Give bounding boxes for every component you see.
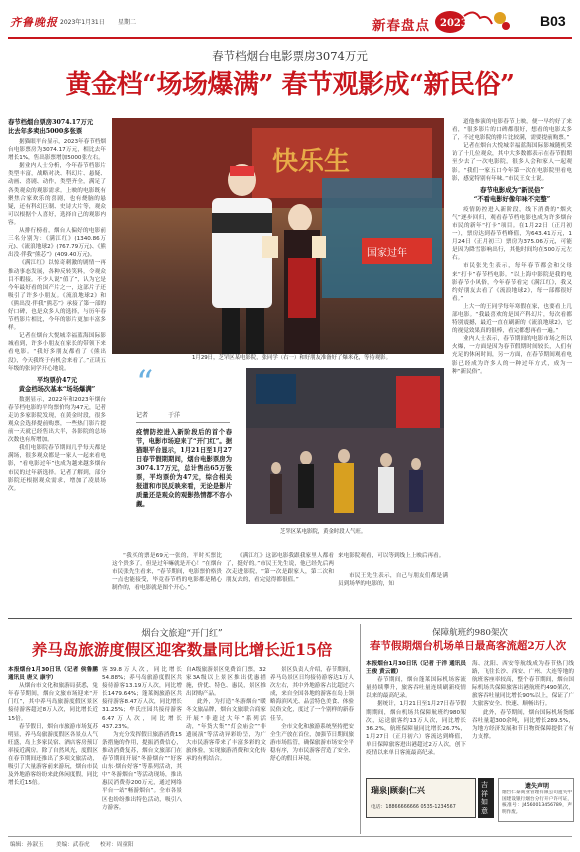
tourism-paragraph: 景区负责人介绍，春节期间，养马岛景区日均接待游客达1万人次左右，其中外地游客占比超过六成，来自全国各地的游客在岛上领略海滨风光、品尝特色美食、体验民俗文化，度过了一个别样的新春佳节。 <box>270 667 354 722</box>
subhead-avg-price: 平均票价47元 <box>36 376 78 384</box>
lead-paragraph: 记者在烟台大悦城幸福蓝海国际影城随机采访了十几位观众，其中大多数都表示在春节假期至少去了一次电影院，很多人会和家人一起观影。“我们一家五口今年第一次在电影院里看电影，感觉特别有年味。”市民王女士说。 <box>452 143 572 182</box>
reporter-label: 记者 <box>136 412 149 419</box>
tourism-article <box>8 624 356 834</box>
tourism-paragraph: 全市文化和旅游系统坚持把安全生产放在首位，加强节日期间旅游市场监管，确保旅游市场安全平稳有序，为市民游客营造了安全、舒心的假日环境。 <box>270 723 354 763</box>
airport-paragraph: 海、沈阳、西安等航线成为春节热门线路，飞往长沙、西安、广州、大连等地的航班客座率较高，整个春节期间，烟台国际机场共保障旅客出港航班约490架次，旅客吞吐量同比增长90%以上，保证了广大旅客安全、快速、顺畅出行。 <box>472 661 574 708</box>
tourism-byline: 本报烟台1月30日讯（记者 侯鲁鹏 通讯员 唐义 康宇） <box>8 667 98 682</box>
tourism-paragraph: 客39.8万人次，同比增长54.88%；养马岛旅游度假区共接待游客13.19万人次，同比增长1479.64%；蓬莱阁旅游区共接待游客8.47万人次，同比增长31.25%；牟氏庄园共接待游客6.47万人次，同比增长437.23%。 <box>102 667 182 730</box>
airport-paragraph: 春节期间，烟台蓬莱国际机场客流量持续攀升，旅客吞吐量连续刷新疫情以来的最高纪录。 <box>366 677 466 700</box>
airport-article <box>366 624 574 774</box>
lead-paragraph: “我买的票是69元一张的，平时买票比这个贵多了，但是过年嘛就是开心！”在烟台市民张先生看来，“春节期间，电影票价格贵一点也能接受，毕竟春节档的电影都是精心制作的，看电影就是图个开心。” <box>112 553 222 592</box>
footer-design: 美编：武春虎 <box>56 842 90 848</box>
lead-bottom-strip <box>112 552 448 614</box>
footer-rule <box>8 836 572 837</box>
lead-paragraph: 疫情防控进入新阶段，线下消费的“烟火气”逐步回归，观看春节档电影也成为许多烟台市民的新年“打卡”项目。在1月22日（正月初一），票房达到春节档峰值，为643.41万元，1月24日（正月初三）票房为375.06万元，可能是因为降雪影响出行，其他时间均在500万元左右。 <box>452 206 572 262</box>
tourism-col-1 <box>8 666 98 832</box>
lead-paragraph: 上大一的王同学每年寒假在家，也要看上几部电影。“我最喜欢的是国产科幻片，每次看都特别震撼，最近一直在刷新的《流浪地球2》，它的视觉效果真的很棒，看完都想再看一遍。” <box>452 303 572 335</box>
lead-paragraph: 据猫眼平台显示，2023年春节档烟台电影票房为3074.17万元，相比去年增长1%，售出影票增加5000张左右。 <box>8 139 106 162</box>
lead-paragraph: 业内人士表示，春节期间的电影市场之所以火爆，一方面是因为春节假期时间较长，人们有充足的休闲时间，另一方面，在春节期间观看电影已经成为许多人的一种过年方式，成为一种“新民俗”。 <box>452 336 572 375</box>
airport-kicker: 保障航班约980架次 <box>432 628 508 638</box>
main-photo <box>112 118 444 362</box>
airport-col-1 <box>366 660 466 772</box>
tourism-kicker: 烟台文旅迎“开门红” <box>141 629 223 639</box>
lead-paragraph: 道他参演的电影春节上映，便一早约好了来看，“很多影片的口碑都很好，想看的电影太多了，不过电影院的排片比较满，需要提前购票。” <box>452 119 572 142</box>
svg-text:国家过年: 国家过年 <box>367 248 407 259</box>
pullquote-text: 疫情防控进入新阶段后的首个春节，电影市场迎来了“开门红”。据猫眼平台显示，1月21日至1月27日春节假期期间，烟台电影票房为3074.17万元，总计售出65万张票，平均票价为47元，综合相关报道和市民反映来看，无论是影片质量还是观众的观影热情都不容小觑。 <box>136 429 232 508</box>
lead-paragraph: 市民张先生表示，每年春节都会和父母来“打卡”春节档电影。“以上海中影院是我的电影春节小风俗，今年春节看完《满江红》，我又约好朋友去看了《流浪地球2》，每一部都很好看。” <box>452 263 572 302</box>
footer-proof: 校对：周童阳 <box>100 842 134 848</box>
badge-year-text: 2023 <box>440 18 468 29</box>
ad-phone: 电话：18866666666 0535-1234567 <box>371 805 456 810</box>
lead-paragraph: 我们电影院春节期间几乎每天都是满场，很多观众都是一家人一起来看电影，“看电影过年”也成为越来越多烟台市民的过年新选择。记者了解到，部分影院还根据观众需求，增加了凌晨场次。 <box>8 445 106 492</box>
advertisement <box>366 778 476 818</box>
airport-paragraph: 此外，春节期间，烟台国际机场货邮吞吐量超300余吨，同比增长289.5%，为地方经济发展和节日物资保障提供了有力支撑。 <box>472 709 574 740</box>
ad-side-text: 吉祥如意 <box>481 781 488 815</box>
subhead-full-house: 黄金档场次基本“场场爆满” <box>18 385 96 393</box>
lost-notice <box>498 778 574 822</box>
tourism-paragraph: 此外，为打造“冬游烟台”暖冬文旅品牌，烟台文旅联合商家开展“非遗过大年”系列活动，“年货大集”“灯会庙会”“非遗展演”等活动异彩纷呈，为广大市民游客带来了丰富多彩的文旅体验，实现旅游消费和文化传承的有机结合。 <box>186 699 266 763</box>
second-photo <box>246 368 444 524</box>
cinema-crowd-image <box>246 368 444 524</box>
cinema-lobby-image <box>112 118 444 362</box>
lead-paragraph: 据业内人士分析，今年春节档影片类型丰富，战略对决、科幻片、悬疑、动画、喜剧、动作，类型齐全，满足了各类观众的观影需求。上映的电影既有聚焦合家欢乐的喜剧，也有烧脑的悬疑，还有科幻巨制、史诗大片等，观众可以根据个人喜好，选择自己的观影内容。 <box>8 163 106 226</box>
pullquote-divider <box>136 422 230 423</box>
issue-date: 2023年1月31日 <box>60 19 105 26</box>
column-rule <box>360 624 361 834</box>
lead-column-left <box>8 118 106 548</box>
notice-body: 烟台仁泰商业管理有限公司遗失中国建设银行烟台分行开户许可证，核准号：J4560013456789，声明作废。 <box>502 790 572 815</box>
lead-headline: 黄金档“场场爆满” 春节观影成“新民俗” <box>65 70 515 100</box>
airport-byline: 本报烟台1月30日讯（记者 于洋 通讯员 王俊 黄云霞） <box>366 661 466 676</box>
subhead-new-custom: 春节电影成为“新民俗” <box>480 186 544 194</box>
rabbit-year-emblem-icon <box>432 6 514 36</box>
lead-paragraph: 从排行榜看，烟台人偏好的电影前三名分别为：《满江红》(1340.86万元)、《流浪地球2》(767.79万元)、《熊出没·伴我“熊芯”》(409.40万元)。 <box>8 228 106 259</box>
masthead-rule <box>8 37 572 39</box>
tourism-headline: 养马岛旅游度假区迎客数量同比增长近15倍 <box>31 640 333 659</box>
lead-paragraph: 《满江红》以惊奇刺激的剧情一再推动事态发展，各种反转笑料，令观众目不暇接。不少人说“值了”，认为它是今年最好看的国产片之一，这部片子还吸引了许多小朋友。《流浪地球2》和《熊出没·伴我“熊芯”》承接了第一部的好口碑，也是众多人的选择，与历年春节档影片相比，今年的影片更加丰富多样。 <box>8 260 106 332</box>
masthead <box>0 0 580 40</box>
issue-weekday: 星期二 <box>118 19 137 26</box>
second-photo-caption: 芝罘区某电影院，黄金时段人气旺。 <box>280 529 367 535</box>
tourism-paragraph: 自A级旅游景区免费首门票，32家3A级以上景区推出优惠措施，价优、特色、惠民，景区推出团购产品。 <box>186 667 266 698</box>
section-name: 新春盘点 <box>372 18 430 34</box>
subhead-new-year-flavor: “不看电影好像年味不完整” <box>473 195 551 203</box>
airport-col-2 <box>472 660 574 772</box>
svg-text:快乐生: 快乐生 <box>272 147 351 177</box>
footer-editor: 编辑：孙淑玉 <box>10 842 44 848</box>
lead-kicker: 春节档烟台电影票房3074万元 <box>212 49 368 63</box>
tourism-paragraph: 为充分发挥假日旅游消费15条措施的作用，提振消费信心，推动消费复苏，烟台文旅部门在春节期间开展“冬游烟台”“好客山东·烟台好客”等系列活动，其中“冬游烟台”等活动现场，推出惠民消费券200万元，通过网络平台一站“畅游烟台”。全市各景区也纷纷推出特色活动，吸引八方游客。 <box>102 731 182 811</box>
page-number: B03 <box>540 13 566 29</box>
quote-mark-icon: “ <box>136 363 154 403</box>
tourism-col-2 <box>102 666 182 832</box>
subhead-box-office: 春节档烟台票房3074.17万元 <box>8 119 94 126</box>
notice-title: 遗失声明 <box>524 783 549 790</box>
airport-headline: 春节假期烟台机场单日最高客流超2万人次 <box>369 640 567 652</box>
lead-paragraph: 记者在烟台大悦城幸福蓝海国际影城看到，许多小朋友在家长的带领下来看电影。“我好多朋友都看了《熊出没》，今天我终于有机会来看了。”正读五年级的张同学开心地说。 <box>8 333 106 372</box>
year-badge <box>432 6 514 36</box>
tourism-col-3 <box>186 666 266 832</box>
reporter-name: 于洋 <box>168 412 181 419</box>
pullquote-block <box>112 363 232 550</box>
subhead-tickets: 比去年多卖出5000多张票 <box>8 128 83 135</box>
airport-paragraph: 据统计，1月21日至1月27日春节假期期间，烟台机场共保障航班约980架次，运送旅客约13万人次，同比增长36.2%，航班保障量同比增长26.7%，1月27日（正月初六）客流达到峰值，单日保障旅客进出港超过2万人次，创下疫情以来单日客流最高纪录。 <box>366 701 466 757</box>
lead-paragraph: 《满江红》这部电影我跟我家里人都看了，挺好的。”市民王先生说，他已经先后两次走进影院，“第一次是跟家人，第二次和朋友去的，看完觉得都很值。” <box>226 553 334 584</box>
main-photo-caption: 1月29日，芝罘区某电影院，张同学（右一）和好朋友准备好了爆米花，等待观影。 <box>112 354 444 362</box>
tourism-paragraph: 从烟台市文化和旅游局获悉，兔年春节期间，烟台文旅市场迎来“开门红”，其中养马岛旅游度假区景区接待游客超过8万人次，同比增长近15倍。 <box>8 683 98 722</box>
ad-side-box <box>478 778 494 818</box>
newspaper-logo: 齐鲁晚报 <box>10 16 58 29</box>
ad-name: 瑞泉|顾泰|仁兴 <box>371 786 425 795</box>
lead-paragraph: 市民王先生表示，自己与朋友们都是满员到场华的电影的，知 <box>338 573 448 588</box>
tourism-paragraph: 春节假日，烟台市旅游市场复苏明显，养马岛旅游度假区各景点人气旺盛，岛上多家民宿、酒店客房预订率接近满房。除了自然风光，度假区在春节期间还推出了多项文旅活动，吸引了大量游客前来游玩，烟台市民及外地游客纷纷来此休闲度假，同比增长近15倍。 <box>8 723 98 787</box>
section-divider <box>8 618 572 619</box>
lead-paragraph: 数据显示，2022年和2023年烟台春节档电影的平均票价均为47元，记者走访多家影院发现，在黄金时段，很多观众会选择提前购票，一些热门影片提前一天就已经售出大半，各影院的总场次数也有所增加。 <box>8 396 106 444</box>
tourism-col-4 <box>270 666 354 832</box>
lead-column-right <box>452 118 572 612</box>
lead-paragraph: 来电影院观看，可以等到线上上映后再看。 <box>338 553 445 559</box>
